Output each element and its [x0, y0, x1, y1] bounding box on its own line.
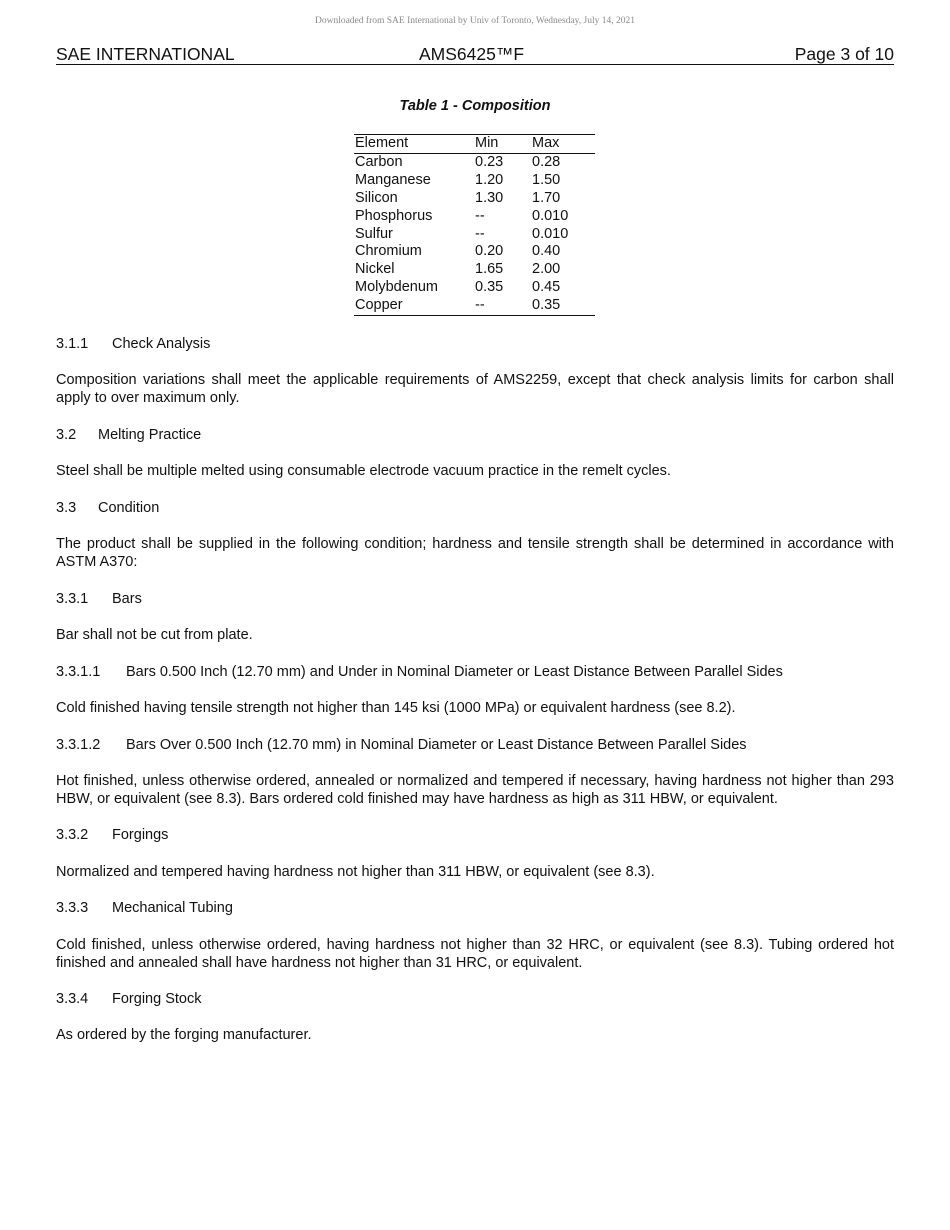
section-number: 3.3.1.1: [56, 664, 101, 680]
table-row: [354, 172, 595, 190]
cell-element: Carbon: [355, 153, 403, 170]
cell-min: --: [475, 207, 485, 224]
cell-max: 2.00: [532, 261, 561, 278]
paragraph-forgings: Normalized and tempered having hardness not higher than 311 HBW, or equivalent (see 8.3).: [56, 864, 655, 880]
download-watermark: Downloaded from SAE International by Univ of Toronto, Wednesday, July 14, 2021: [314, 16, 636, 26]
section-number: 3.3.1.2: [56, 737, 101, 753]
cell-element: Copper: [355, 297, 403, 314]
cell-element: Phosphorus: [355, 207, 433, 224]
cell-max: 0.010: [532, 225, 569, 242]
section-title: Forgings: [112, 827, 169, 843]
paragraph-melting-practice: Steel shall be multiple melted using consumable electrode vacuum practice in the remelt cycles.: [56, 463, 671, 479]
cell-element: Sulfur: [355, 225, 393, 242]
section-heading-3-2: [56, 426, 894, 444]
document-id: AMS6425™F: [419, 44, 525, 64]
section-heading-3-3: [56, 499, 894, 517]
cell-element: Chromium: [355, 243, 422, 260]
section-heading-3-3-1: [56, 590, 894, 608]
table-row: [354, 190, 595, 208]
paragraph-forging-stock: As ordered by the forging manufacturer.: [56, 1027, 312, 1043]
table-row: [354, 279, 595, 297]
section-title: Melting Practice: [98, 427, 202, 443]
section-title: Bars: [112, 591, 142, 607]
table-row: [354, 208, 595, 226]
cell-max: 1.50: [532, 171, 561, 188]
section-title: Forging Stock: [112, 991, 202, 1007]
cell-max: 0.40: [532, 243, 561, 260]
paragraph-bars-under: Cold finished having tensile strength not higher than 145 ksi (1000 MPa) or equivalent hardness (see 8.2).: [56, 700, 736, 716]
table-row: [354, 297, 595, 315]
section-title: Check Analysis: [112, 336, 211, 352]
cell-max: 0.010: [532, 207, 569, 224]
section-heading-3-3-1-1: [56, 663, 894, 681]
section-number: 3.3.3: [56, 900, 89, 916]
section-number: 3.3: [56, 500, 77, 516]
column-header-min: Min: [475, 135, 499, 151]
cell-element: Manganese: [355, 171, 431, 188]
paragraph-bars-over: Hot finished, unless otherwise ordered, annealed or normalized and tempered if necessary, having hardness not higher than 293 HBW, or equivalent (see 8.3). Bars ordered cold finished may have hardness as high as 311 HBW, or equivalent.: [56, 773, 894, 807]
page-header: [56, 44, 894, 65]
cell-element: Molybdenum: [355, 279, 439, 296]
cell-min: 0.23: [475, 153, 504, 170]
page-number: Page 3 of 10: [794, 44, 894, 64]
section-heading-3-3-4: [56, 990, 894, 1008]
section-title: Mechanical Tubing: [112, 900, 233, 916]
cell-min: 1.30: [475, 189, 504, 206]
section-heading-3-3-2: [56, 826, 894, 844]
section-number: 3.3.4: [56, 991, 89, 1007]
paragraph-bars: Bar shall not be cut from plate.: [56, 627, 253, 643]
cell-max: 1.70: [532, 189, 561, 206]
paragraph-check-analysis: Composition variations shall meet the applicable requirements of AMS2259, except that check analysis limits for carbon shall apply to over maximum only.: [56, 372, 894, 406]
cell-min: --: [475, 225, 485, 242]
section-number: 3.2: [56, 427, 77, 443]
section-number: 3.3.2: [56, 827, 89, 843]
section-number: 3.3.1: [56, 591, 89, 607]
paragraph-mechanical-tubing: Cold finished, unless otherwise ordered, having hardness not higher than 32 HRC, or equivalent (see 8.3). Tubing ordered hot finished and annealed shall have hardness not higher than 31 HRC, or equivalent.: [56, 937, 894, 971]
column-header-max: Max: [532, 135, 560, 151]
cell-max: 0.28: [532, 153, 561, 170]
cell-min: 0.20: [475, 243, 504, 260]
cell-max: 0.35: [532, 297, 561, 314]
cell-min: --: [475, 297, 485, 314]
cell-element: Nickel: [355, 261, 395, 278]
cell-element: Silicon: [355, 189, 398, 206]
table-row: [354, 226, 595, 244]
section-title: Bars Over 0.500 Inch (12.70 mm) in Nominal Diameter or Least Distance Between Parallel Sides: [126, 737, 747, 753]
composition-table: [354, 134, 595, 316]
section-title: Bars 0.500 Inch (12.70 mm) and Under in Nominal Diameter or Least Distance Between Parallel Sides: [126, 664, 783, 680]
table-header-row: [354, 135, 595, 154]
publisher-name: SAE INTERNATIONAL: [56, 44, 235, 64]
paragraph-condition: The product shall be supplied in the following condition; hardness and tensile strength shall be determined in accordance with ASTM A370:: [56, 536, 894, 570]
section-title: Condition: [98, 500, 160, 516]
section-heading-3-1-1: [56, 335, 894, 353]
column-header-element: Element: [355, 135, 409, 151]
cell-min: 0.35: [475, 279, 504, 296]
table-row: [354, 243, 595, 261]
cell-max: 0.45: [532, 279, 561, 296]
section-heading-3-3-1-2: [56, 736, 894, 754]
table-title: Table 1 - Composition: [399, 98, 551, 114]
section-heading-3-3-3: [56, 899, 894, 917]
cell-min: 1.65: [475, 261, 504, 278]
table-row: [354, 261, 595, 279]
cell-min: 1.20: [475, 171, 504, 188]
section-number: 3.1.1: [56, 336, 89, 352]
table-row: [354, 153, 595, 171]
